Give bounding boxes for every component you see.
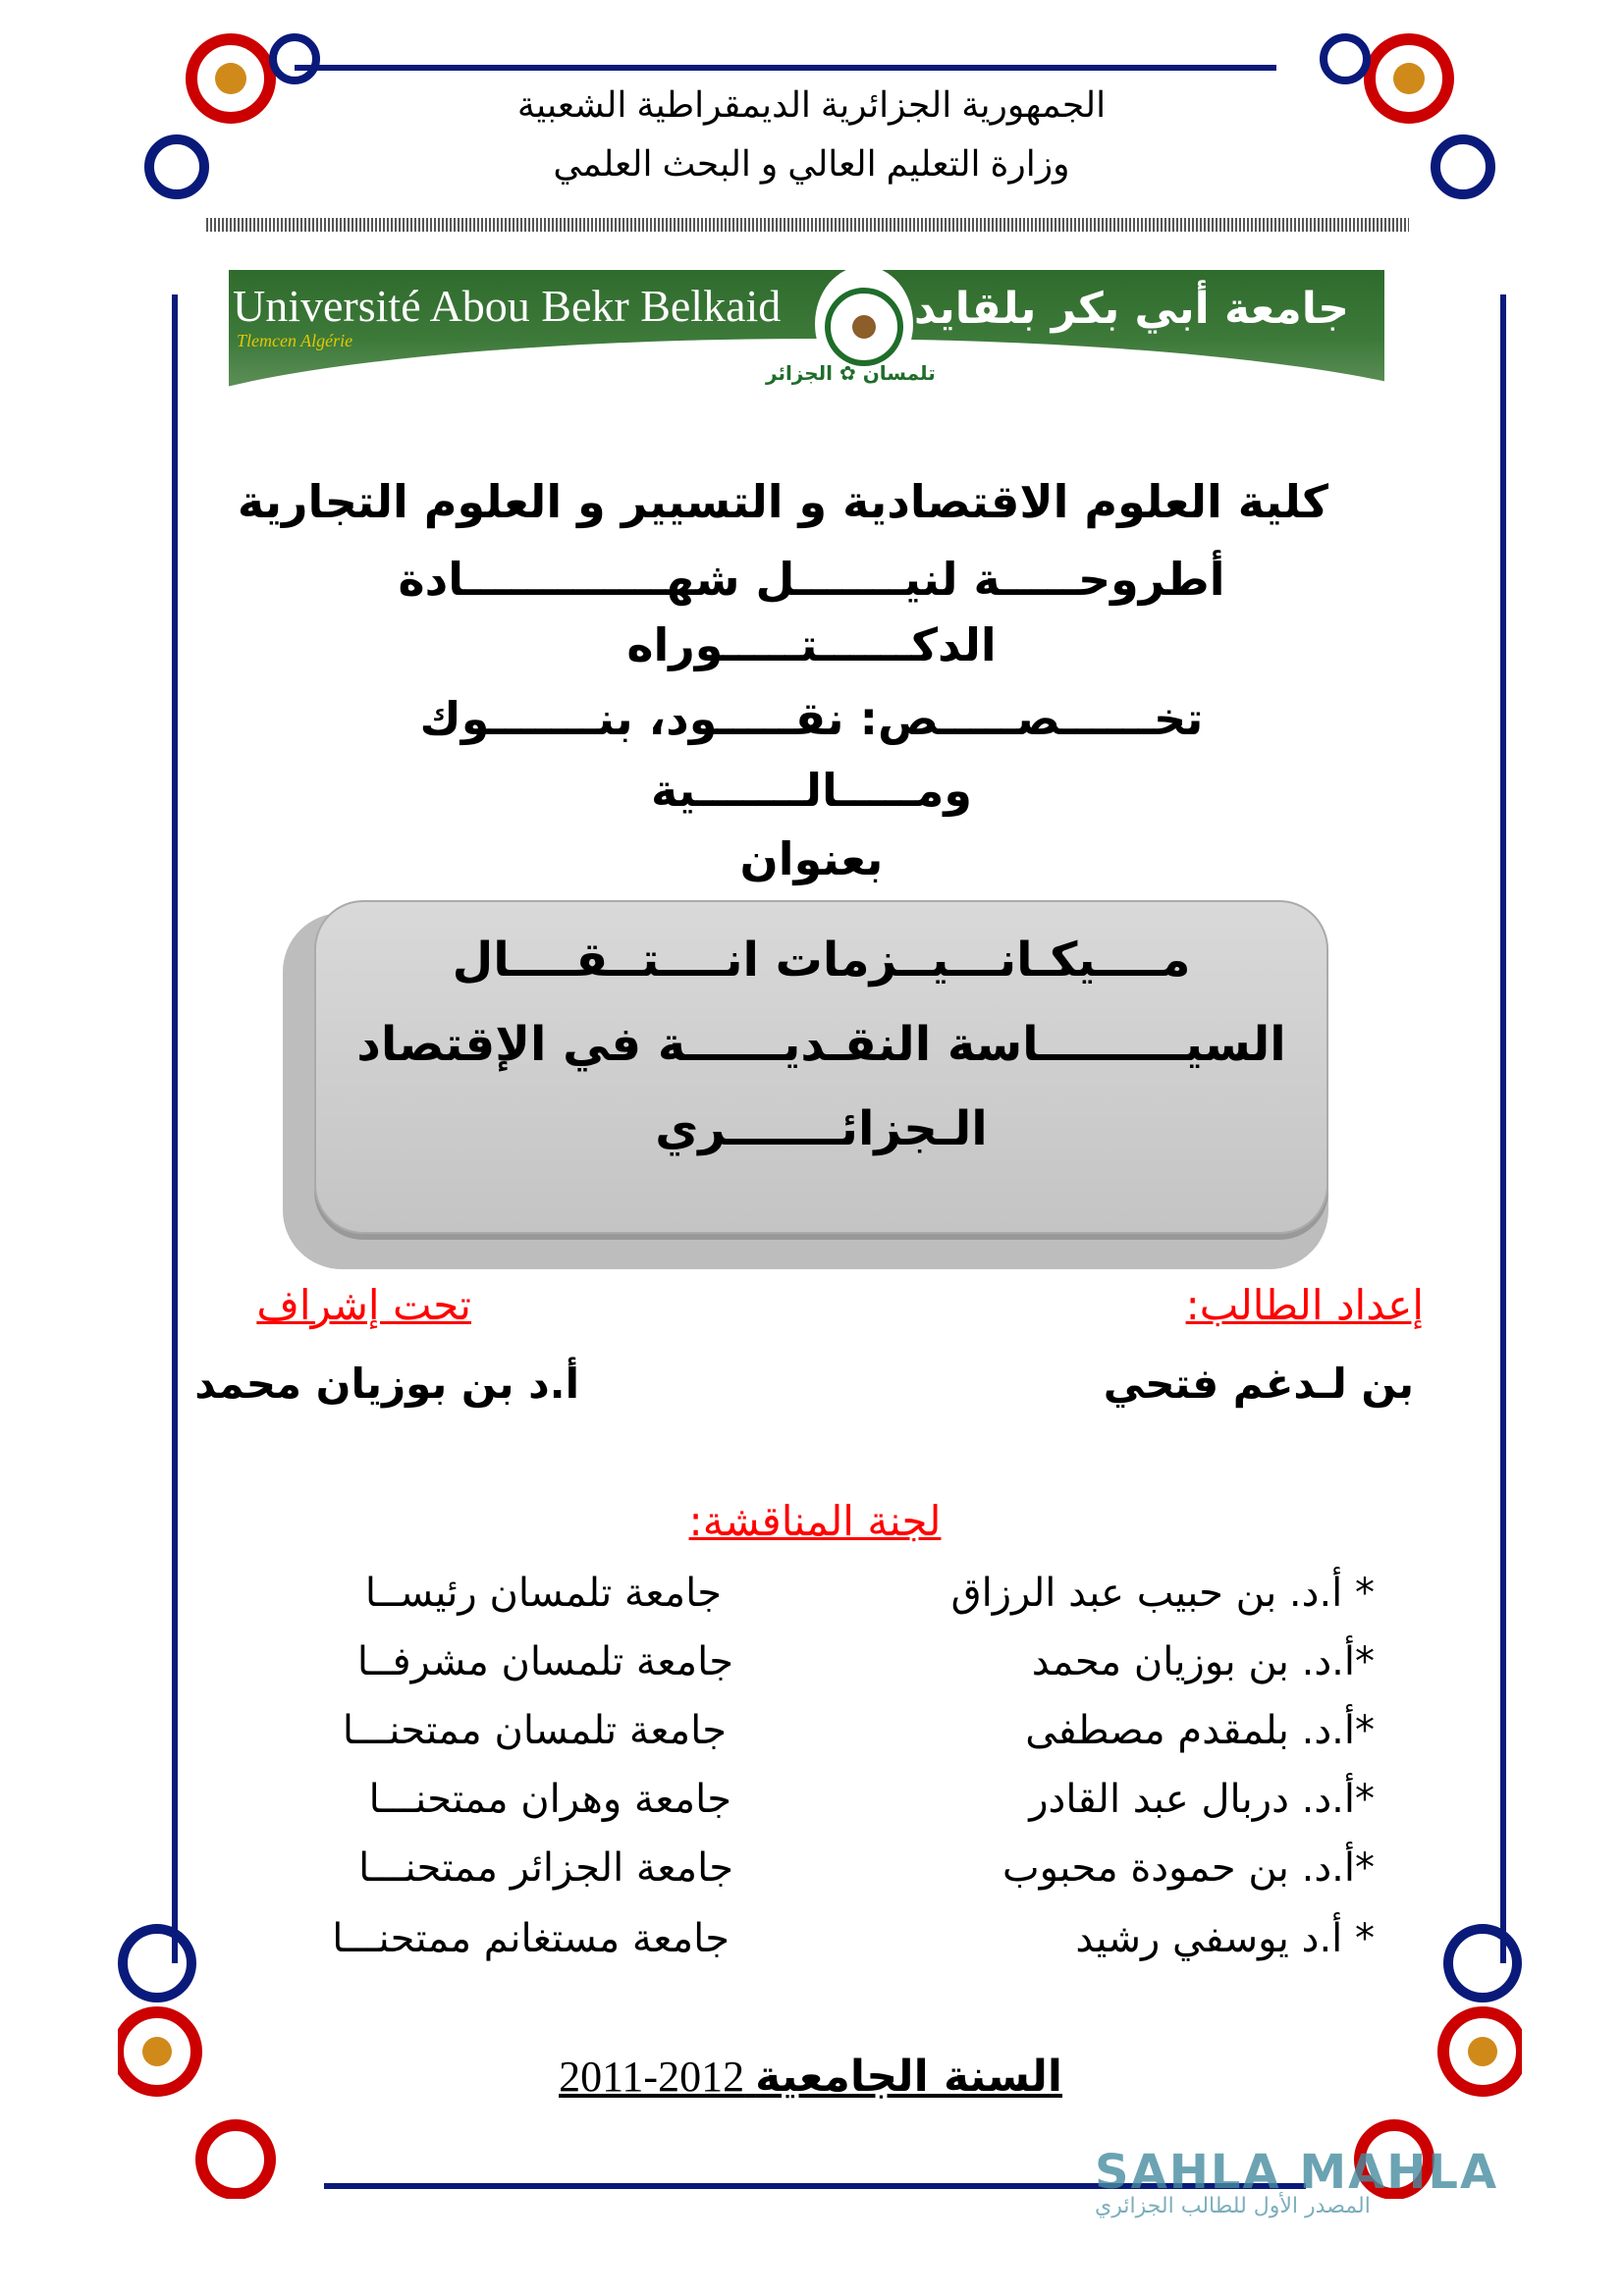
supervisor-name: أ.د بن بوزيان محمد xyxy=(194,1360,579,1408)
frame-left-line xyxy=(172,294,178,1963)
student-label: إعداد الطالب: xyxy=(1185,1281,1424,1329)
academic-year-label: السنة الجامعية xyxy=(755,2052,1062,2102)
supervisor-label: تحت إشراف xyxy=(256,1281,471,1329)
university-name-fr: Université Abou Bekr Belkaid xyxy=(233,281,782,331)
faculty-name: كلية العلوم الاقتصادية و التسيير و العلوم التجارية xyxy=(237,475,1328,528)
specialty-line-2: ومـــــالـــــــية xyxy=(651,764,972,817)
republic-header: الجمهورية الجزائرية الديمقراطية الشعبية xyxy=(516,84,1107,125)
university-city-ar: تلمسان ✿ الجزائر xyxy=(766,361,936,385)
specialty-line-1: تخــــــصـــــص: نقـــــود، بنـــــــوك xyxy=(419,692,1204,745)
titled-label: بعنوان xyxy=(739,832,884,885)
committee-member-name: *أ.د. بلمقدم مصطفى xyxy=(1025,1708,1375,1753)
committee-member-affiliation: جامعة وهران ممتحنـــا xyxy=(368,1777,731,1822)
watermark-tagline: المصدر الأول للطالب الجزائري xyxy=(1095,2194,1371,2218)
academic-year-value: 2011-2012 xyxy=(559,2053,745,2101)
university-name-ar: جامعة أبي بكر بلقايد xyxy=(913,284,1349,334)
title-line-3: الـجزائـــــــري xyxy=(655,1101,988,1156)
watermark-brand: SAHLA MAHLA xyxy=(1095,2145,1499,2200)
frame-right-line xyxy=(1500,294,1506,1963)
committee-member-name: * أ.د يوسفي رشيد xyxy=(1075,1916,1375,1961)
student-name: بن لـدغم فتحي xyxy=(1103,1360,1414,1408)
committee-member-affiliation: جامعة تلمسان رئيســا xyxy=(364,1571,722,1616)
thesis-line-1: أطروحـــــة لنيـــــــل شهـــــــــــــادة xyxy=(398,553,1225,606)
committee-member-name: *أ.د. بن بوزيان محمد xyxy=(1031,1639,1375,1684)
thesis-line-2: الدكــــــتـــــوراه xyxy=(626,618,997,671)
committee-member-name: * أ.د. بن حبيب عبد الرزاق xyxy=(950,1571,1375,1616)
committee-member-affiliation: جامعة تلمسان مشرفــا xyxy=(356,1639,733,1684)
committee-member-affiliation: جامعة تلمسان ممتحنـــا xyxy=(342,1708,727,1753)
title-line-1: مــــيكـانـــيــزمات انــــتــقــــال xyxy=(452,933,1191,988)
divider xyxy=(206,218,1409,232)
title-line-2: السيـــــــــاسة النقـديــــــة في الإقتصاد xyxy=(356,1017,1286,1072)
committee-member-name: *أ.د. دربال عبد القادر xyxy=(1029,1777,1375,1822)
ministry-header: وزارة التعليم العالي و البحث العلمي xyxy=(553,143,1070,184)
university-location-fr: Tlemcen Algérie xyxy=(237,331,353,350)
frame-top-line xyxy=(295,65,1276,71)
committee-heading: لجنة المناقشة: xyxy=(688,1497,942,1545)
committee-member-affiliation: جامعة مستغانم ممتحنـــا xyxy=(332,1916,730,1961)
committee-member-name: *أ.د. بن حمودة محبوب xyxy=(1001,1845,1375,1891)
academic-year xyxy=(559,2052,1062,2102)
committee-member-affiliation: جامعة الجزائر ممتحنـــا xyxy=(358,1845,733,1891)
